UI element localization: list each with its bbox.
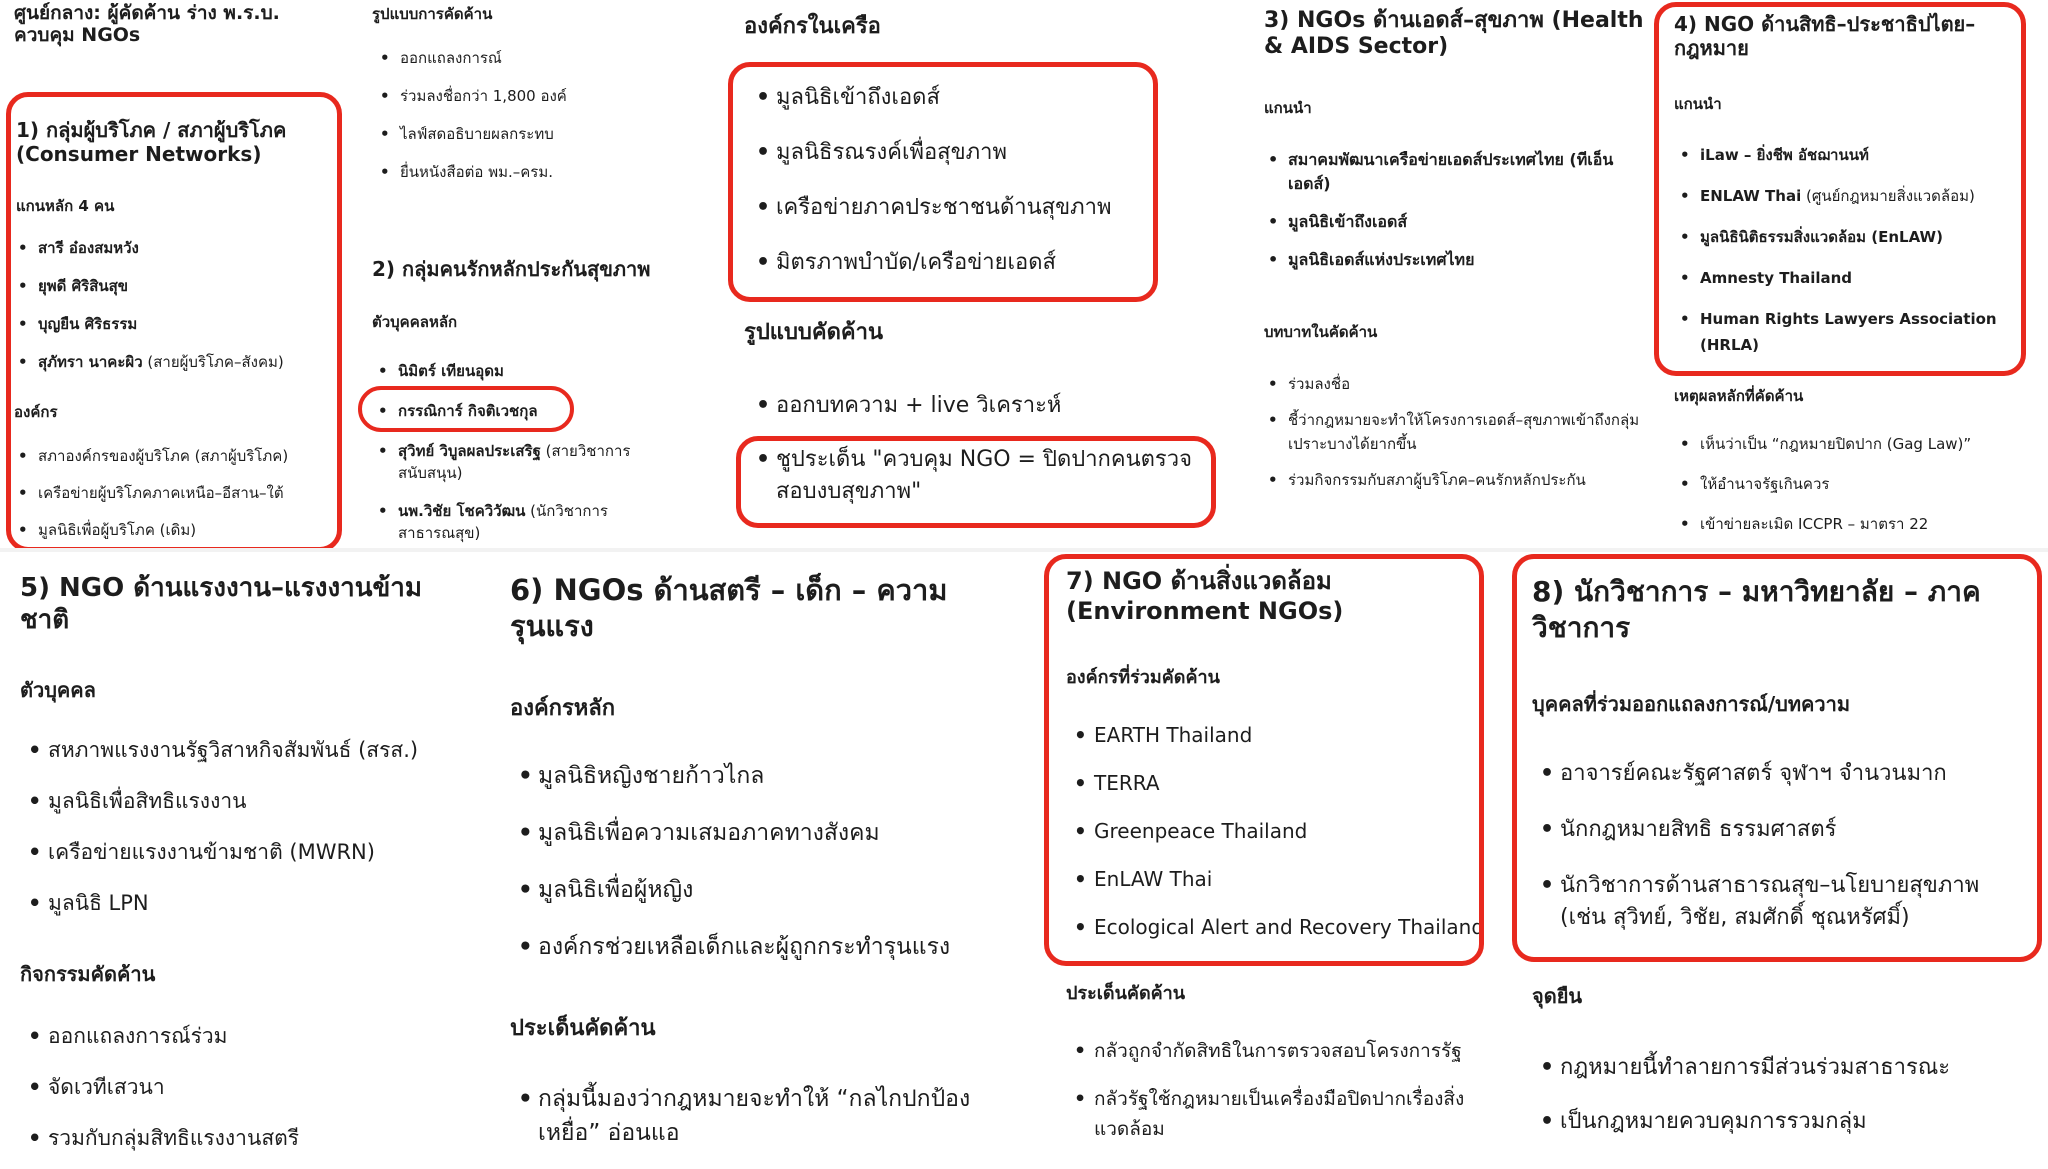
org-list	[14, 446, 344, 540]
list-item: • มูลนิธิเพื่อผู้บริโภค (เดิม)	[14, 520, 344, 540]
list-item: • สารี อ๋องสมหวัง	[14, 238, 344, 258]
list-item: • สหภาพแรงงานรัฐวิสาหกิจสัมพันธ์ (สรส.)	[24, 736, 484, 764]
list-item: • กลัวถูกจำกัดสิทธิในการตรวจสอบโครงการรัฐ	[1070, 1036, 1490, 1066]
group-heading: 3) NGOs ด้านเอดส์–สุขภาพ (Health & AIDS Sector)	[1264, 8, 1644, 59]
activity-list	[24, 1022, 484, 1152]
list-item: • ร่วมกิจกรรมกับสภาผู้บริโภค–คนรักหลักประกัน	[1264, 468, 1644, 492]
format-list	[376, 48, 706, 182]
list-item: • ร่วมลงชื่อ	[1264, 372, 1644, 396]
org-label: องค์กร	[14, 403, 58, 421]
org-label: องค์กรหลัก	[510, 696, 616, 721]
list-item: • ออกบทความ + live วิเคราะห์	[752, 390, 1202, 422]
list-item: • นักกฎหมายสิทธิ ธรรมศาสตร์	[1536, 814, 2026, 846]
list-item: • ชี้ว่ากฎหมายจะทำให้โครงการเอดส์–สุขภาพเข้าถึงกลุ่มเปราะบางได้ยากขึ้น	[1264, 408, 1644, 456]
people-list	[24, 736, 484, 917]
issue-label: ประเด็นคัดค้าน	[510, 1016, 656, 1041]
group-heading: 1) กลุ่มผู้บริโภค / สภาผู้บริโภค (Consumer Networks)	[16, 118, 287, 166]
list-item: • มูลนิธินิติธรรมสิ่งแวดล้อม (EnLAW)	[1676, 224, 2026, 250]
list-item: • TERRA	[1070, 770, 1490, 796]
panel-rights-law-ngos	[1652, 0, 2048, 548]
list-item: • สุวิทย์ วิบูลผลประเสริฐ (สายวิชาการสนับสนุน)	[374, 440, 684, 484]
list-item: • เข้าข่ายละเมิด ICCPR – มาตรา 22	[1676, 514, 2036, 534]
core-label: แกนหลัก 4 คน	[16, 197, 115, 215]
issue-list	[1070, 1036, 1490, 1144]
list-item: • กฎหมายนี้ทำลายการมีส่วนร่วมสาธารณะ	[1536, 1052, 2026, 1084]
people-list	[374, 360, 684, 544]
org-list	[752, 84, 1172, 277]
core-list	[14, 238, 344, 372]
list-item: • ENLAW Thai (ศูนย์กฎหมายสิ่งแวดล้อม)	[1676, 183, 2026, 209]
people-label: ตัวบุคคล	[20, 678, 96, 702]
list-item: • มูลนิธิเข้าถึงเอดส์	[1264, 210, 1644, 234]
list-item: • Amnesty Thailand	[1676, 265, 2026, 291]
people-label: บุคคลที่ร่วมออกแถลงการณ์/บทความ	[1532, 692, 1851, 716]
list-item: • มูลนิธิเอดส์แห่งประเทศไทย	[1264, 248, 1644, 272]
list-item: • เครือข่ายผู้บริโภคภาคเหนือ–อีสาน–ใต้	[14, 483, 344, 503]
lead-label: แกนนำ	[1264, 99, 1312, 117]
list-item: • ให้อำนาจรัฐเกินควร	[1676, 474, 2036, 494]
issue-list	[514, 1082, 1014, 1150]
issue-label: ประเด็นคัดค้าน	[1066, 983, 1186, 1004]
role-label: บทบาทในคัดค้าน	[1264, 323, 1378, 341]
list-item: • องค์กรช่วยเหลือเด็กและผู้ถูกกระทำรุนแรง	[514, 931, 1014, 963]
format-list	[752, 390, 1202, 508]
stance-list	[1536, 1052, 2026, 1138]
group-heading: 5) NGO ด้านแรงงาน–แรงงานข้ามชาติ	[20, 573, 423, 635]
reason-label: เหตุผลหลักที่คัดค้าน	[1674, 387, 1804, 405]
panel-academics	[1500, 552, 2048, 1169]
group-heading: 7) NGO ด้านสิ่งแวดล้อม (Environment NGOs)	[1066, 567, 1344, 625]
list-item: • มิตรภาพบำบัด/เครือข่ายเอดส์	[752, 249, 1172, 277]
list-item: • สภาองค์กรของผู้บริโภค (สภาผู้บริโภค)	[14, 446, 344, 466]
list-item: • ชูประเด็น "ควบคุม NGO = ปิดปากคนตรวจสอบงบสุขภาพ"	[752, 444, 1202, 508]
people-label: ตัวบุคคลหลัก	[372, 313, 458, 331]
list-item: • ยื่นหนังสือต่อ พม.–ครม.	[376, 162, 706, 182]
list-item: • กลัวรัฐใช้กฎหมายเป็นเครื่องมือปิดปากเรื่องสิ่งแวดล้อม	[1070, 1084, 1490, 1144]
list-item: • ยุพดี ศิริสินสุข	[14, 276, 344, 296]
list-item: • Human Rights Lawyers Association (HRLA)	[1676, 306, 2026, 358]
list-item: • iLaw – ยิ่งชีพ อัชฌานนท์	[1676, 142, 2026, 168]
panel-affiliated-orgs	[722, 0, 1242, 548]
list-item: • บุญยืน ศิริธรรม	[14, 314, 344, 334]
list-item: • มูลนิธิหญิงชายก้าวไกล	[514, 760, 1014, 792]
list-item: • ออกแถลงการณ์ร่วม	[24, 1022, 484, 1050]
group-heading: 4) NGO ด้านสิทธิ–ประชาธิปไตย–กฎหมาย	[1674, 12, 1976, 60]
list-item: • เครือข่ายภาคประชาชนด้านสุขภาพ	[752, 194, 1172, 222]
stance-label: จุดยืน	[1532, 984, 1583, 1008]
panel-labor-ngos	[0, 552, 490, 1169]
list-item: • กลุ่มนี้มองว่ากฎหมายจะทำให้ “กลไกปกป้องเหยื่อ” อ่อนแอ	[514, 1082, 1014, 1150]
group-heading: 8) นักวิชาการ – มหาวิทยาลัย – ภาควิชาการ	[1532, 575, 1981, 644]
panel-consumer-networks	[0, 0, 352, 548]
lead-label: แกนนำ	[1674, 95, 1722, 113]
list-item: • ร่วมลงชื่อกว่า 1,800 องค์	[376, 86, 706, 106]
list-item: • มูลนิธิเพื่อสิทธิแรงงาน	[24, 787, 484, 815]
group-heading: 6) NGOs ด้านสตรี – เด็ก – ความรุนแรง	[510, 573, 948, 643]
org-list	[514, 760, 1014, 963]
list-item: • ออกแถลงการณ์	[376, 48, 706, 68]
list-item: • กรรณิการ์ กิจติเวชกุล	[374, 400, 684, 422]
format-label: รูปแบบคัดค้าน	[744, 320, 884, 345]
org-label: องค์กรที่ร่วมคัดค้าน	[1066, 667, 1220, 688]
list-item: • สุภัทรา นาคะผิว (สายผู้บริโภค–สังคม)	[14, 352, 344, 372]
list-item: • นิมิตร์ เทียนอุดม	[374, 360, 684, 382]
page-title: ศูนย์กลาง: ผู้คัดค้าน ร่าง พ.ร.บ. ควบคุม NGOs	[14, 2, 280, 46]
lead-list	[1264, 148, 1644, 272]
list-item: • Ecological Alert and Recovery Thailand	[1070, 914, 1490, 940]
list-item: • EnLAW Thai	[1070, 866, 1490, 892]
list-item: • จัดเวทีเสวนา	[24, 1073, 484, 1101]
list-item: • ไลฟ์สดอธิบายผลกระทบ	[376, 124, 706, 144]
list-item: • มูลนิธิเข้าถึงเอดส์	[752, 84, 1172, 112]
list-item: • นักวิชาการด้านสาธารณสุข–นโยบายสุขภาพ (เช่น สุวิทย์, วิชัย, สมศักดิ์ ชุณหรัศมิ์)	[1536, 870, 2026, 934]
reason-list	[1676, 434, 2036, 534]
section-heading: องค์กรในเครือ	[744, 14, 881, 39]
list-item: • มูลนิธิเพื่อผู้หญิง	[514, 874, 1014, 906]
list-item: • อาจารย์คณะรัฐศาสตร์ จุฬาฯ จำนวนมาก	[1536, 758, 2026, 790]
list-item: • มูลนิธิเพื่อความเสมอภาคทางสังคม	[514, 817, 1014, 849]
role-list	[1264, 372, 1644, 492]
panel-health-aids-ngos	[1242, 0, 1652, 548]
activity-label: กิจกรรมคัดค้าน	[20, 962, 156, 986]
list-item: • มูลนิธิ LPN	[24, 889, 484, 917]
panel-environment-ngos	[1030, 552, 1500, 1169]
list-item: • EARTH Thailand	[1070, 722, 1490, 748]
list-item: • รวมกับกลุ่มสิทธิแรงงานสตรี	[24, 1124, 484, 1152]
list-item: • มูลนิธิรณรงค์เพื่อสุขภาพ	[752, 139, 1172, 167]
org-list	[1070, 722, 1490, 940]
list-item: • Greenpeace Thailand	[1070, 818, 1490, 844]
lead-list	[1676, 142, 2026, 358]
list-item: • เป็นกฎหมายควบคุมการรวมกลุ่ม	[1536, 1106, 2026, 1138]
list-item: • เครือข่ายแรงงานข้ามชาติ (MWRN)	[24, 838, 484, 866]
panel-women-children-ngos	[490, 552, 1030, 1169]
people-list	[1536, 758, 2026, 934]
list-item: • นพ.วิชัย โชควิวัฒน (นักวิชาการสาธารณสุข)	[374, 500, 684, 544]
group-heading: 2) กลุ่มคนรักหลักประกันสุขภาพ	[372, 257, 651, 281]
list-item: • สมาคมพัฒนาเครือข่ายเอดส์ประเทศไทย (ทีเอ็นเอดส์)	[1264, 148, 1644, 196]
list-item: • เห็นว่าเป็น “กฎหมายปิดปาก (Gag Law)”	[1676, 434, 2036, 454]
panel-health-coverage-group	[352, 0, 722, 548]
format-label: รูปแบบการคัดค้าน	[372, 5, 493, 23]
